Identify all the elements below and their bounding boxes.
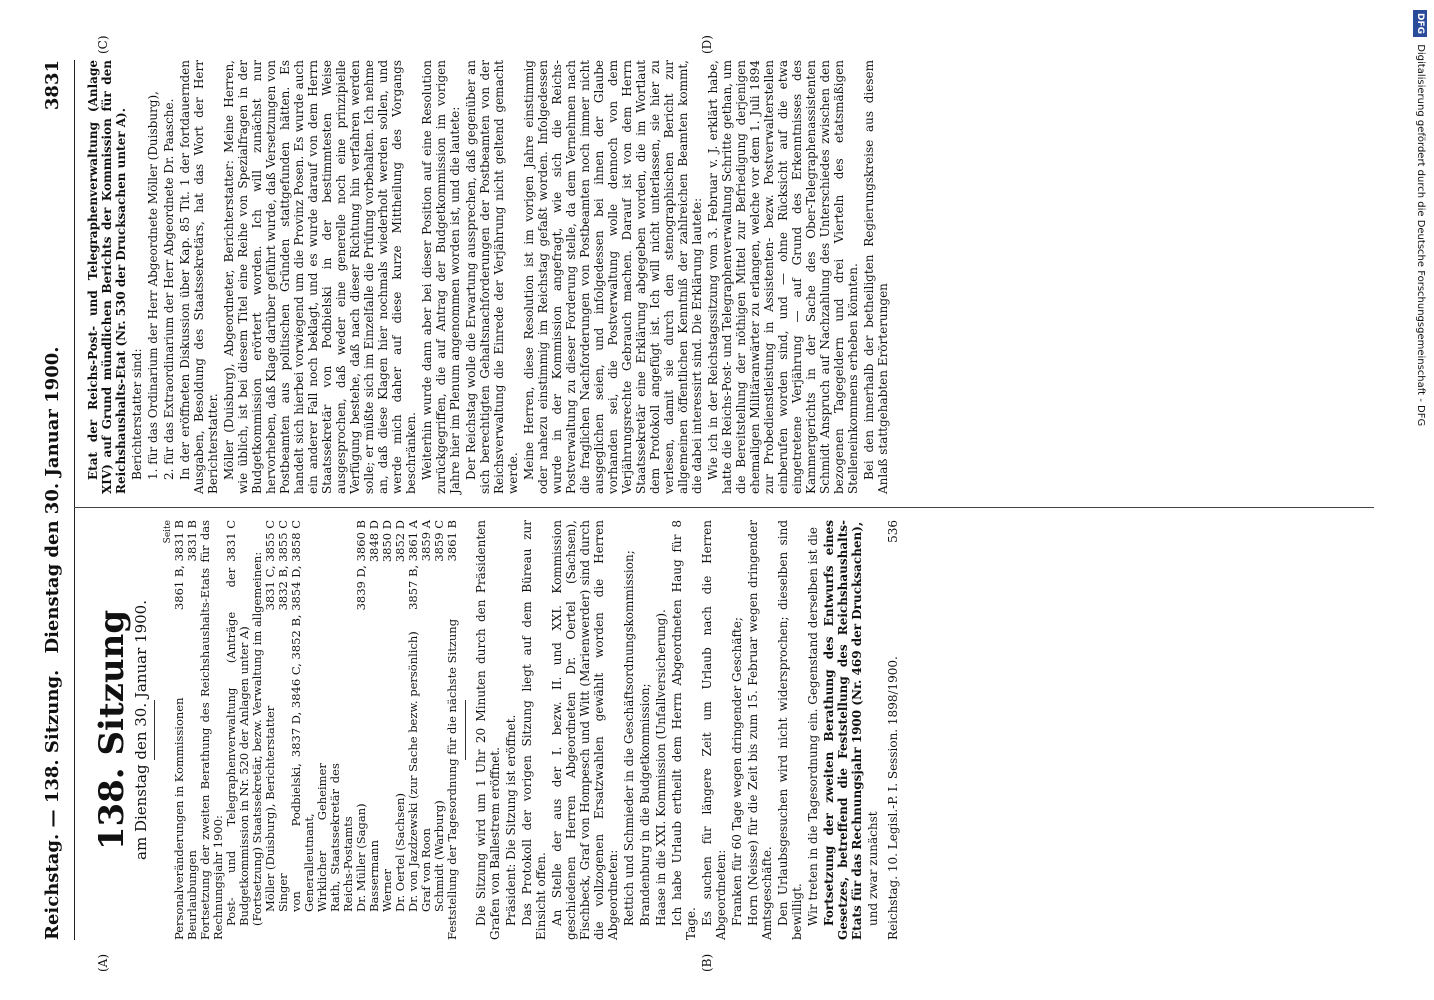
toc-entry-title: Dr. von Jazdzewski (zur Sache bezw. persönlich) — [406, 631, 420, 912]
margin-mark-c: (C) — [96, 35, 110, 54]
toc-entry-pages: 3839 D, 3860 B — [354, 520, 368, 611]
toc-entry-title: Singer — [276, 873, 290, 912]
toc-entry-pages: 3832 B, 3855 C — [276, 520, 290, 611]
left-body — [474, 520, 880, 940]
paragraph: Den Urlaubsgesuchen wird nicht widersprochen; dieselben sind bewilligt. — [776, 520, 804, 940]
paragraph: Weiterhin wurde dann aber bei dieser Position auf eine Resolution zurückgegriffen, die auf Antrag der Budgetkommission im vorigen Jahre hier im Plenum angenommen worden ist, und die lautete: — [420, 60, 462, 494]
header-center: Dienstag den 30. Januar 1900. — [42, 346, 63, 654]
toc-entry-title: Beurlaubungen — [185, 850, 199, 940]
toc-entry-title: Dr. Oertel (Sachsen) — [393, 793, 407, 912]
paragraph: 2. für das Extraordinarium der Herr Abgeordnete Dr. Paasche. — [162, 98, 176, 480]
paragraph: Fortsetzung der zweiten Berathung des Entwurfs eines Gesetzes, betreffend die Feststellung des Reichshaushalts-Etats für das Rechnungsjahr 1900 (Nr. 469 der Drucksachen), — [822, 520, 864, 940]
margin-mark-d: (D) — [700, 35, 714, 54]
toc-entry-title: Bassermann — [367, 840, 381, 912]
toc-entry — [225, 520, 251, 940]
paragraph: Meine Herren, diese Resolution ist im vorigen Jahre einstimmig oder nahezu einstimmig im Reichstag gefaßt worden. Infolgedessen wurde in der Kommission angefragt, wie sich die Reichs-Postverwaltung zu dieser Forderung stelle, da dem Vernehmen nach die fraglichen Nachforderungen von Postbeamten noch immer nicht ausgeglichen seien, und infolgedessen bei ihnen der Glaube vorhanden sei, die Postverwaltung wolle dennoch von dem Verjährungsrechte Gebrauch machen. Darauf ist von dem Herrn Staatssekretär eine Erklärung abgegeben worden, die im Wortlaut dem Protokoll angefügt ist. Ich will nicht unterlassen, sie hier zu verlesen, damit sie durch den stenographischen Bericht zur allgemeinen öffentlichen Kenntniß der zahlreichen Beamten kommt, die dabei interessirt sind. Die Erklärung lautete: — [522, 60, 704, 494]
paragraph: Bei den innerhalb der betheiligten Regierungskreise aus diesem Anlaß stattgehabten Erörterungen — [862, 60, 890, 494]
paragraph: In der eröffneten Diskussion über Kap. 85 Tit. 1 der fortdauernden Ausgaben, Besoldung des Staatssekretärs, hat das Wort der Herr Berichterstatter. — [178, 60, 220, 494]
paragraph: 1. für das Ordinarium der Herr Abgeordnete Möller (Duisburg), — [146, 91, 160, 480]
paragraph: Franken für 60 Tage wegen dringender Geschäfte; — [730, 617, 744, 926]
toc-entry-pages: 3837 D, 3846 C, 3852 B, 3854 D, 3858 C — [289, 520, 303, 758]
toc-entry-title: (Fortsetzung) Staatssekretär, bezw. Verwaltung im allgemeinen: — [250, 551, 264, 926]
dfg-sidebar — [1410, 10, 1430, 990]
toc-entry-title: Post- und Telegraphenverwaltung (Anträge der Budgetkommission in Nr. 520 der Anlagen unter A) — [224, 567, 251, 926]
page-footer — [886, 520, 900, 940]
paragraph: Die Sitzung wird um 1 Uhr 20 Minuten durch den Präsidenten Grafen von Ballestrem eröffnet. — [474, 520, 502, 940]
paragraph: Der Reichstag wolle die Erwartung aussprechen, daß gegenüber an sich berechtigten Gehaltsnachforderungen der Postbeamten von der Reichsverwaltung die Einrede der Verjährung nicht geltend gemacht werde. — [464, 60, 520, 494]
dfg-credit: Digitalisierung gefördert durch die Deutsche Forschungsgemeinschaft - DFG — [1415, 44, 1426, 427]
toc-entry-pages: 3861 B — [445, 520, 459, 562]
toc-entry-pages: 3848 D — [367, 520, 381, 563]
paragraph: Haase in die XXI. Kommission (Unfallversicherung). — [654, 609, 668, 926]
header-rule — [74, 60, 75, 940]
session-date: am Dienstag den 30. Januar 1900. — [132, 600, 150, 860]
header-left: Reichstag. — 138. Sitzung. — [42, 669, 63, 940]
toc-entry-title: von Podbielski, Generalleutnant, Wirklicher Geheimer Rath, Staatssekretär des Reichs-Postamts — [289, 763, 355, 912]
column-separator — [74, 507, 1374, 508]
toc-entry-title: Werner — [380, 869, 394, 912]
toc-entry-pages: 3831 C — [224, 520, 238, 562]
page-header — [42, 60, 72, 940]
toc-entry-title: Personalveränderungen in Kommissionen — [172, 697, 186, 940]
paragraph: Berichterstatter sind: — [130, 348, 144, 480]
paragraph: Es suchen für längere Zeit um Urlaub nach die Herren Abgeordneten: — [700, 520, 728, 940]
paragraph: Rettich und Schmieder in die Geschäftsordnungskommission; — [622, 550, 636, 926]
paragraph: Möller (Duisburg), Abgeordneter, Berichterstatter: Meine Herren, wie üblich, ist bei diesem Titel eine Reihe von Spezialfragen in der Budgetkommission erörtert worden. Ich will zunächst nur hervorheben, daß Klage darüber geführt wurde, daß Versetzungen von Postbeamten aus politischen Gründen stattgefunden hätten. Es handelt sich hierbei vorwiegend um die Provinz Posen. Es wurde auch ein anderer Fall noch beklagt, und es wurde darauf von dem Herrn Staatssekretär von Podbielski in der bestimmtesten Weise ausgesprochen, daß weder eine generelle noch eine prinzipielle Verfügung bestehe, daß nach dieser Richtung hin verfahren werden solle; er müßte sich im Einzelfalle die Prüfung vorbehalten. Ich nehme an, daß diese Klagen hier nochmals wiederholt werden sollen, und werde mich daher auf diese kurze Mittheilung des Vorgangs beschränken. — [222, 60, 418, 494]
page-number: 3831 — [42, 60, 63, 111]
toc-entry-title: Schmidt (Warburg) — [432, 800, 446, 912]
footer-sheet-number: 536 — [886, 520, 900, 543]
toc-entry-pages: 3859 C — [432, 520, 446, 562]
toc-entry — [290, 520, 355, 940]
footer-session: Reichstag. 10. Legisl.-P. I. Session. 1898/1900. — [886, 656, 900, 940]
paragraph: Präsident: Die Sitzung ist eröffnet. — [504, 714, 518, 926]
paragraph: An Stelle der aus der I. bezw. II. und XXI. Kommission geschiedenen Herren Abgeordneten Dr. Oertel (Sachsen), Fischbeck, Graf von Hompesch und Witt (Marienwerder) sind durch die vollzogenen Ersatzwahlen gewählt worden die Herren Abgeordneten: — [550, 520, 620, 940]
paragraph: Etat der Reichs-Post- und Telegraphenverwaltung (Anlage XIV) auf Grund mündlichen Berichts der Kommission für den Reichshaushalts-Etat (Nr. 530 der Drucksachen unter A). — [86, 60, 128, 494]
toc-entry-title: Möller (Duisburg), Berichterstatter — [263, 705, 277, 912]
toc-entry-title: Dr. Müller (Sagan) — [354, 803, 368, 912]
toc-entry — [446, 520, 459, 940]
toc-entry — [199, 520, 225, 940]
toc-entry-pages: 3852 D — [393, 520, 407, 563]
toc-entry-pages: 3859 A — [419, 520, 433, 562]
margin-mark-b: (B) — [700, 953, 714, 972]
toc-entry-title: Graf von Roon — [419, 828, 433, 912]
toc-rule — [465, 700, 466, 760]
paragraph: Horn (Neisse) für die Zeit bis zum 15. Februar wegen dringender Amtsgeschäfte. — [746, 520, 774, 940]
left-column — [86, 520, 900, 940]
toc-entry-pages: 3831 C, 3855 C — [263, 520, 277, 611]
table-of-contents — [173, 520, 459, 940]
paragraph: Das Protokoll der vorigen Sitzung liegt auf dem Büreau zur Einsicht offen. — [520, 520, 548, 940]
right-column — [86, 60, 892, 494]
paragraph: Wir treten in die Tagesordnung ein. Gegenstand derselben ist die — [806, 527, 820, 926]
toc-entry-title: Feststellung der Tagesordnung für die nächste Sitzung — [445, 618, 459, 940]
toc-entry-title: Fortsetzung der zweiten Berathung des Reichshaushalts-Etats für das Rechnungsjahr 1900: — [198, 520, 225, 940]
paragraph: Wie ich in der Reichstagssitzung vom 3. Februar v. J. erklärt habe, hatte die Reichs-Post- und Telegraphenverwaltung Schritte gethan, um die Bereitstellung der nöthigen Mittel zur Befriedigung derjenigen ehemaligen Militäranwärter zu erlangen, welche vor dem 1. Juli 1894 zur Probedienstleistung in Assistenten- bezw. Postverwalterstellen einberufen worden sind, und — ohne Rücksicht auf die etwa eingetretene Verjährung — auf Grund des Erkenntnisses des Kammergerichts in der Sache des Ober-Telegraphenassistenten Schmidt Anspruch auf Nachzahlung des Unterschiedes zwischen den bezogenen Tagegeldern und drei Vierteln des etatsmäßigen Stelleneinkommens erheben könnten. — [706, 60, 860, 494]
paragraph: Ich habe Urlaub ertheilt dem Herrn Abgeordneten Haug für 8 Tage. — [670, 520, 698, 940]
toc-entry-pages: 3831 B — [185, 520, 199, 562]
toc-entry-pages: 3857 B, 3861 A — [406, 520, 420, 610]
paragraph: Brandenburg in die Budgetkommission; — [638, 683, 652, 926]
toc-seite-label: Seite — [163, 520, 173, 544]
paragraph: und zwar zunächst — [866, 811, 880, 926]
toc-entry-pages: 3850 D — [380, 520, 394, 563]
title-rule — [154, 700, 155, 760]
dfg-logo: DFG — [1413, 10, 1427, 37]
toc-entry-pages: 3861 B, 3831 B — [172, 520, 186, 611]
margin-mark-a: (A) — [96, 953, 110, 972]
session-title: 138. Sitzung — [92, 609, 132, 851]
